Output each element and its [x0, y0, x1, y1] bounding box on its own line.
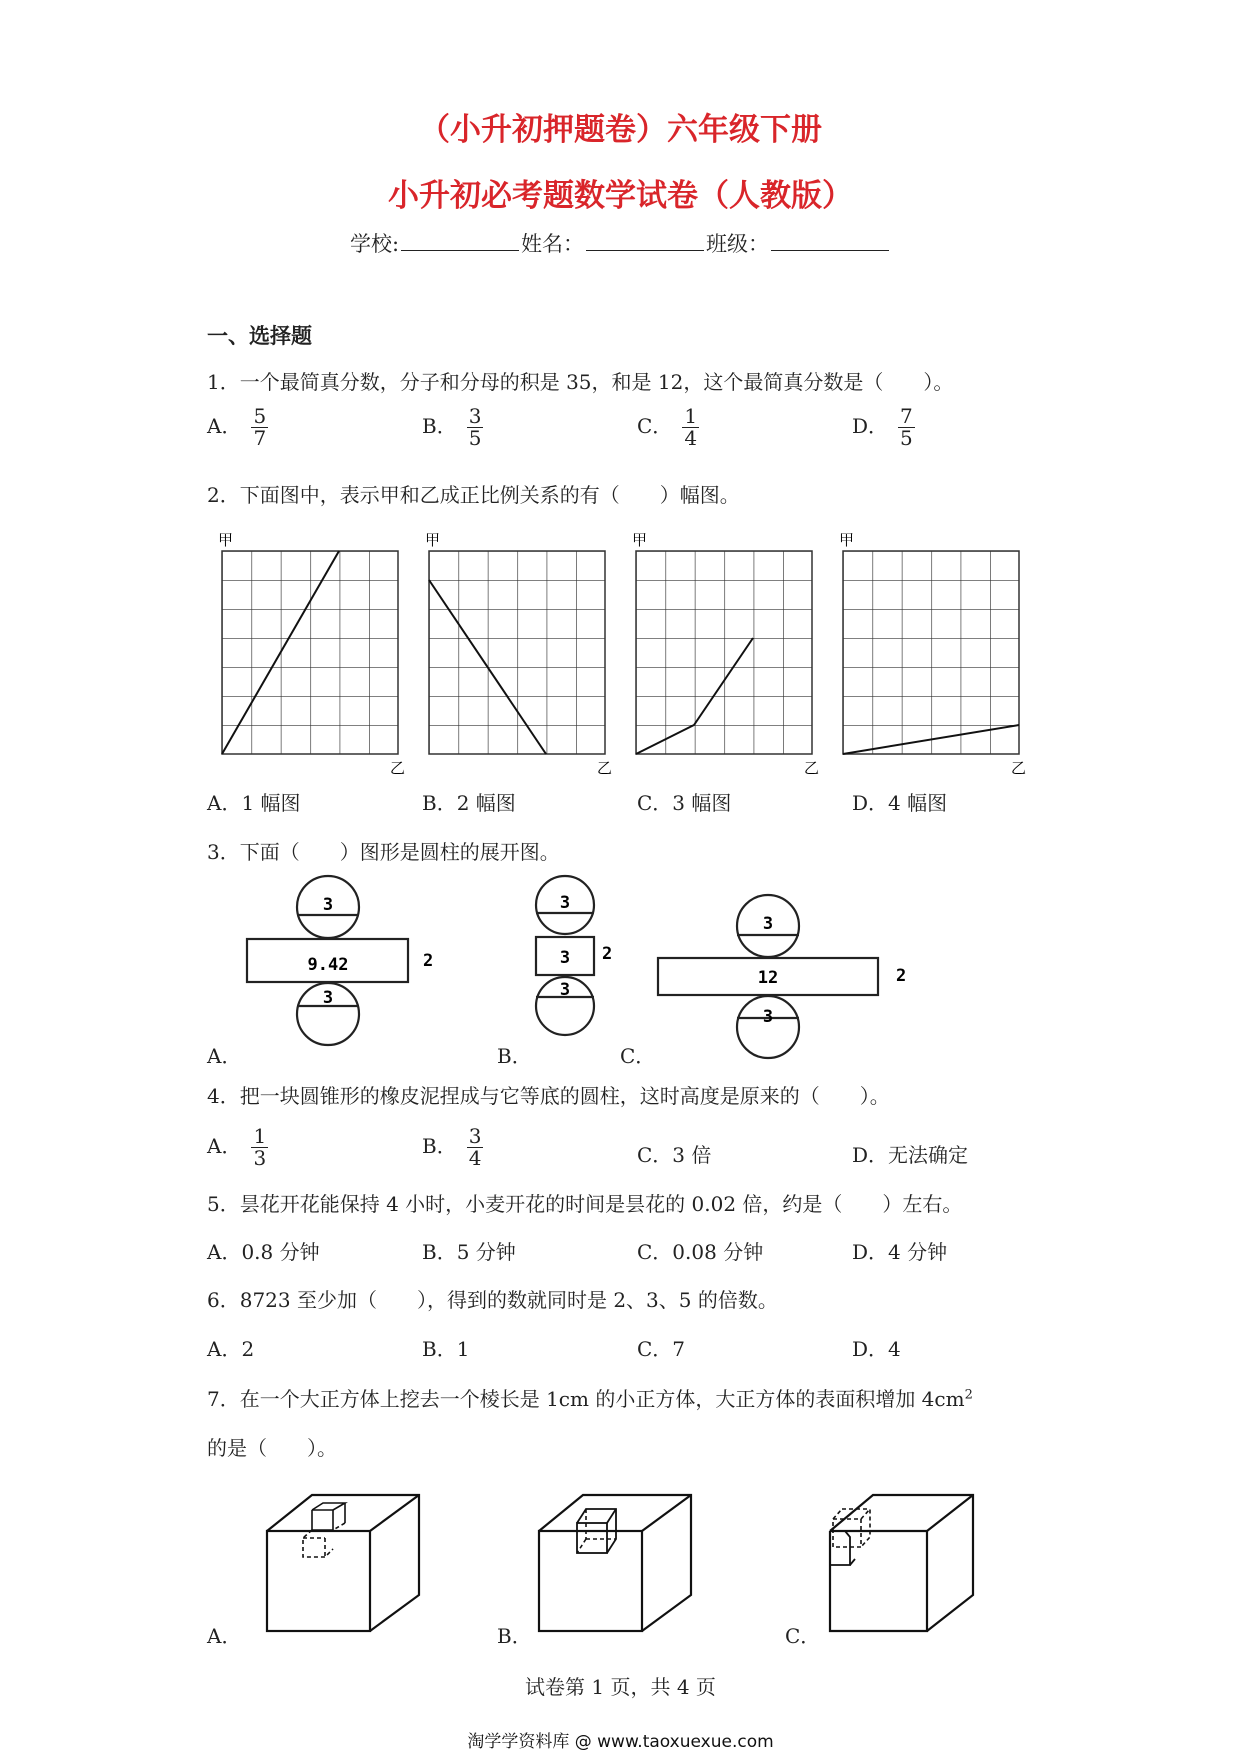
- q3-option-a[interactable]: A．: [207, 1044, 242, 1068]
- y-axis-label: 甲: [632, 531, 648, 549]
- fraction: $\frac{3}{5}$: [468, 404, 482, 450]
- q2-graph-1: [218, 531, 405, 777]
- school-label: 学校:: [349, 232, 400, 256]
- q2-option-c[interactable]: C．3 幅图: [637, 791, 732, 815]
- y-axis-label: 甲: [218, 531, 234, 549]
- name-label: 姓名：: [521, 232, 585, 256]
- x-axis-label: 乙: [597, 759, 613, 777]
- question-5-text: 5．昙花开花能保持 4 小时，小麦开花的时间是昙花的 0.02 倍，约是（ ）左右。: [207, 1192, 963, 1216]
- fraction: $\frac{3}{4}$: [468, 1124, 482, 1170]
- q3-option-b[interactable]: B．: [497, 1044, 532, 1068]
- q2-option-d[interactable]: D．4 幅图: [852, 791, 948, 815]
- student-info-line: [0, 228, 1241, 258]
- x-axis-label: 乙: [1011, 759, 1027, 777]
- q2-option-a[interactable]: A．1 幅图: [207, 791, 301, 815]
- y-axis-label: 甲: [425, 531, 441, 549]
- svg-text:3: 3: [559, 948, 571, 968]
- q7-cube-c: [830, 1495, 973, 1631]
- question-7-text-line1: 7．在一个大正方体上挖去一个棱长是 1cm 的小正方体，大正方体的表面积增加 $4cm^2$: [207, 1387, 973, 1411]
- x-axis-label: 乙: [390, 759, 406, 777]
- q3-option-c[interactable]: C．: [620, 1044, 656, 1068]
- school-blank[interactable]: [401, 230, 519, 251]
- exam-title-line1: （小升初押题卷）六年级下册: [419, 112, 822, 148]
- fraction: $\frac{1}{4}$: [684, 404, 698, 450]
- q5-option-a[interactable]: A．0.8 分钟: [207, 1240, 320, 1264]
- q6-option-b[interactable]: B．1: [422, 1337, 470, 1361]
- exam-title-line2: 小升初必考题数学试卷（人教版）: [388, 178, 853, 214]
- q2-graph-4: [839, 531, 1026, 777]
- q1-option-c[interactable]: C． $\frac{1}{4}$: [637, 404, 698, 450]
- class-label: 班级：: [706, 232, 770, 256]
- q7-option-a[interactable]: A．: [207, 1624, 242, 1648]
- question-1-text: 1．一个最简真分数，分子和分母的积是 35，和是 12，这个最简真分数是（ ）。: [207, 370, 954, 394]
- svg-text:12: 12: [757, 968, 779, 988]
- q5-option-c[interactable]: C．0.08 分钟: [637, 1240, 764, 1264]
- y-axis-label: 甲: [839, 531, 855, 549]
- q4-option-a[interactable]: A． $\frac{1}{3}$: [207, 1124, 267, 1170]
- q1-option-d[interactable]: D． $\frac{7}{5}$: [852, 404, 913, 450]
- svg-text:3: 3: [559, 893, 571, 913]
- q4-option-d[interactable]: D．无法确定: [852, 1143, 969, 1167]
- svg-text:3: 3: [762, 1007, 774, 1027]
- watermark: 淘学学资料库 @ www.taoxuexue.com: [467, 1732, 774, 1752]
- fraction: $\frac{1}{3}$: [253, 1124, 267, 1170]
- question-6-text: 6．8723 至少加（ ），得到的数就同时是 2、3、5 的倍数。: [207, 1288, 778, 1312]
- q2-graph-2: [425, 531, 612, 777]
- q6-option-c[interactable]: C．7: [637, 1337, 686, 1361]
- svg-text:3: 3: [559, 980, 571, 1000]
- fraction: $\frac{5}{7}$: [253, 404, 267, 450]
- question-4-text: 4．把一块圆锥形的橡皮泥捏成与它等底的圆柱，这时高度是原来的（ ）。: [207, 1084, 890, 1108]
- q7-option-c[interactable]: C．: [785, 1624, 821, 1648]
- q6-option-a[interactable]: A．2: [207, 1337, 255, 1361]
- q6-option-d[interactable]: D．4: [852, 1337, 901, 1361]
- question-3-text: 3．下面（ ）图形是圆柱的展开图。: [207, 840, 560, 864]
- q5-option-b[interactable]: B．5 分钟: [422, 1240, 516, 1264]
- svg-text:2: 2: [602, 944, 613, 964]
- q7-option-b[interactable]: B．: [497, 1624, 532, 1648]
- class-blank[interactable]: [771, 230, 889, 251]
- q4-option-c[interactable]: C．3 倍: [637, 1143, 712, 1167]
- q4-option-b[interactable]: B． $\frac{3}{4}$: [422, 1124, 482, 1170]
- question-7-text-line2: 的是（ ）。: [207, 1436, 337, 1460]
- section-title-choice: 一、选择题: [207, 324, 312, 348]
- question-2-text: 2．下面图中，表示甲和乙成正比例关系的有（ ）幅图。: [207, 483, 740, 507]
- q1-option-b[interactable]: B． $\frac{3}{5}$: [422, 404, 482, 450]
- svg-text:3: 3: [762, 914, 774, 934]
- q3-figures: [230, 875, 930, 1060]
- svg-text:3: 3: [322, 988, 334, 1008]
- q7-cube-b: [539, 1495, 691, 1631]
- q5-option-d[interactable]: D．4 分钟: [852, 1240, 948, 1264]
- page-number: 试卷第 1 页，共 4 页: [525, 1675, 716, 1699]
- svg-text:2: 2: [423, 951, 434, 971]
- q7-cubes: [255, 1485, 985, 1635]
- x-axis-label: 乙: [804, 759, 820, 777]
- q1-option-a[interactable]: A． $\frac{5}{7}$: [207, 404, 267, 450]
- svg-text:9.42: 9.42: [307, 955, 349, 975]
- q2-graphs: [200, 525, 1050, 777]
- svg-text:3: 3: [322, 895, 334, 915]
- q7-cube-a: [267, 1495, 419, 1631]
- svg-text:2: 2: [896, 966, 907, 986]
- name-blank[interactable]: [586, 230, 704, 251]
- q2-option-b[interactable]: B．2 幅图: [422, 791, 516, 815]
- q2-graph-3: [632, 531, 819, 777]
- fraction: $\frac{7}{5}$: [900, 404, 913, 450]
